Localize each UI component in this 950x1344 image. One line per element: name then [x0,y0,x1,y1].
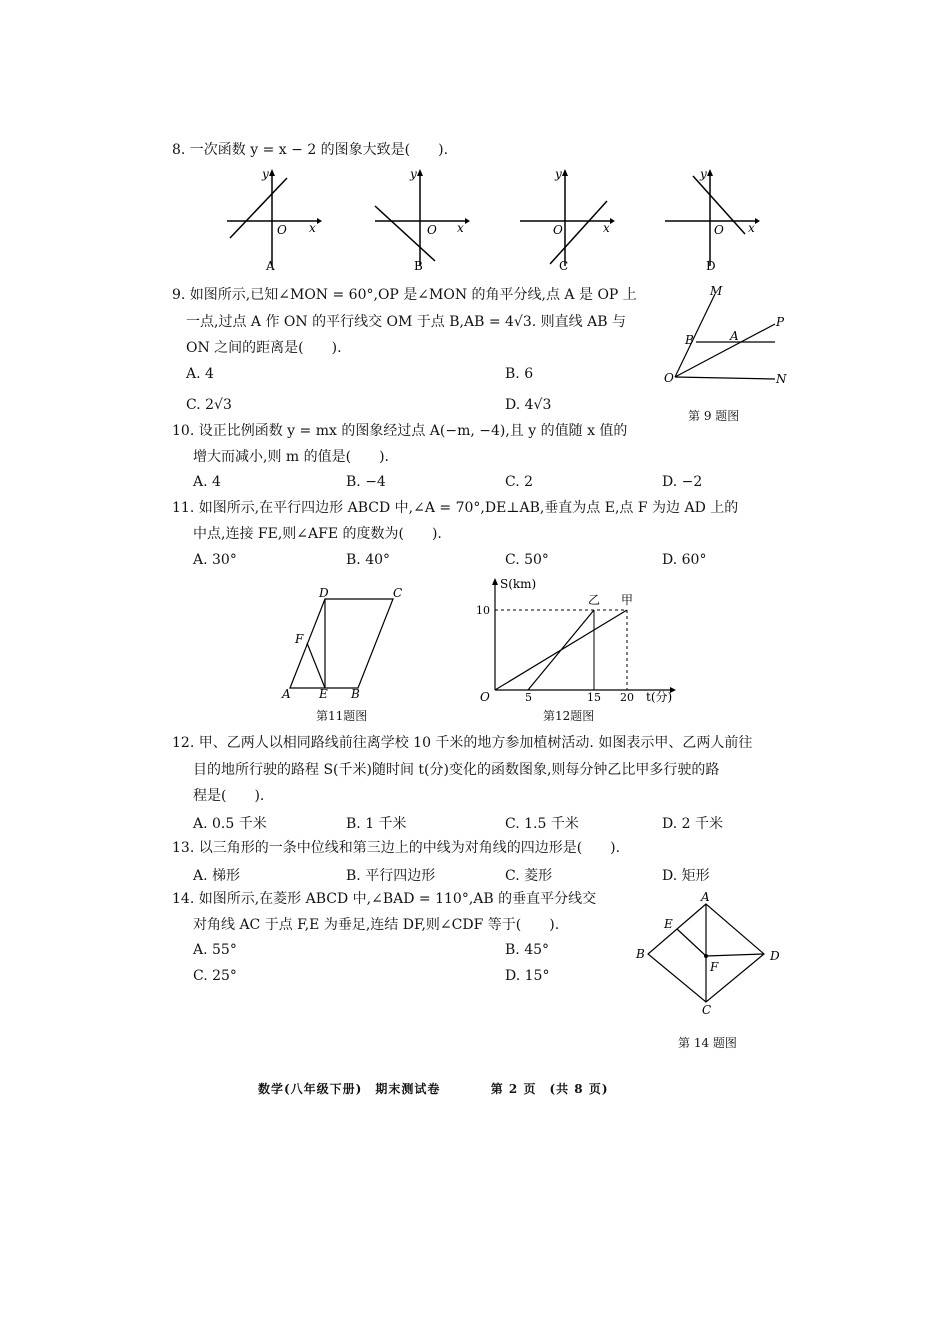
q8-d-origin: O [714,223,724,237]
q11-option-c: C. 50° [505,552,549,568]
q8-label-b: B [414,259,423,273]
q11-point-b: B [351,687,360,701]
q9-point-a: A [730,329,739,343]
q12-line1: 12. 甲、乙两人以相同路线前往离学校 10 千米的地方参加植树活动. 如图表示甲、乙两人前往 [172,735,753,751]
q8-a-axis-x: x [309,221,316,235]
footer-title: 数学(八年级下册) 期末测试卷 [258,1082,441,1096]
q8-graph-b [370,166,470,276]
q13-option-c: C. 菱形 [505,868,553,884]
q12-option-b: B. 1 千米 [346,816,407,832]
q11-caption: 第11题图 [316,709,368,723]
page-footer [258,1080,609,1097]
q8-c-origin: O [553,223,563,237]
q14-point-a: A [701,890,710,904]
q11-option-b: B. 40° [346,552,391,568]
q8-d-axis-y: y [700,167,707,181]
q10-option-b: B. −4 [346,474,386,490]
q12-chart [470,575,685,705]
q9-option-a: A. 4 [186,366,214,382]
q9-point-p: P [776,315,785,329]
q9-point-o: O [664,371,674,385]
q10-option-d: D. −2 [662,474,703,490]
q8-label-c: C [559,259,569,273]
q12-caption: 第12题图 [543,709,595,723]
q12-line3: 程是( ). [193,788,265,804]
q8-b-axis-y: y [410,167,417,181]
q10-line1: 10. 设正比例函数 y = mx 的图象经过点 A(−m, −4),且 y 的值随 x 值的 [172,423,628,439]
q11-point-a: A [282,687,291,701]
q8-graph-d [660,166,760,276]
q14-point-f: F [710,960,719,974]
q12-option-a: A. 0.5 千米 [193,816,267,832]
q11-point-c: C [393,586,403,600]
q14-option-b: B. 45° [505,942,550,958]
chart-origin: O [480,690,490,704]
chart-y-tick-0: 10 [476,604,490,617]
q14-option-d: D. 15° [505,968,550,984]
q14-line2: 对角线 AC 于点 F,E 为垂足,连结 DF,则∠CDF 等于( ). [193,917,560,933]
q9-figure [660,282,790,392]
q8-b-axis-x: x [457,221,464,235]
q12-option-d: D. 2 千米 [662,816,723,832]
chart-ylabel: S(km) [500,577,537,591]
q8-d-axis-x: x [748,221,755,235]
q14-option-a: A. 55° [193,942,237,958]
q9-option-d: D. 4√3 [505,397,552,413]
q8-graph-a [222,166,322,276]
q13-option-d: D. 矩形 [662,868,710,884]
q10-option-c: C. 2 [505,474,534,490]
q12-option-c: C. 1.5 千米 [505,816,579,832]
q11-point-d: D [319,586,329,600]
q8-graph-c [515,166,615,276]
q9-point-b: B [685,333,694,347]
q14-point-c: C [702,1003,712,1017]
q8-b-origin: O [427,223,437,237]
q9-caption: 第 9 题图 [688,409,740,423]
q11-option-a: A. 30° [193,552,237,568]
q8-stem: 8. 一次函数 y = x − 2 的图象大致是( ). [172,142,449,158]
q11-figure [275,580,415,705]
q9-option-b: B. 6 [505,366,534,382]
chart-x-tick-2: 15 [587,691,601,704]
chart-xlabel: t(分) [646,690,673,704]
footer-page-number: 第 2 页 (共 8 页) [490,1082,609,1096]
q9-point-m: M [710,284,723,298]
q11-option-d: D. 60° [662,552,707,568]
q8-label-a: A [266,259,275,273]
chart-series-label-0: 甲 [621,593,634,607]
q8-a-origin: O [277,223,287,237]
q14-figure [632,888,792,1018]
q11-line2: 中点,连接 FE,则∠AFE 的度数为( ). [193,526,442,542]
q8-a-axis-y: y [262,167,269,181]
q13-option-a: A. 梯形 [193,868,241,884]
q8-c-axis-x: x [603,221,610,235]
q11-line1: 11. 如图所示,在平行四边形 ABCD 中,∠A = 70°,DE⊥AB,垂直为点 E,点 F 为边 AD 上的 [172,500,739,516]
q9-option-c: C. 2√3 [186,397,232,413]
chart-series-label-1: 乙 [588,593,601,607]
q14-option-c: C. 25° [193,968,237,984]
q14-line1: 14. 如图所示,在菱形 ABCD 中,∠BAD = 110°,AB 的垂直平分线交 [172,891,597,907]
q8-label-d: D [706,259,716,273]
q9-line2: 一点,过点 A 作 ON 的平行线交 OM 于点 B,AB = 4√3. 则直线 AB 与 [186,314,626,330]
chart-x-tick-3: 20 [620,691,634,704]
q13-line1: 13. 以三角形的一条中位线和第三边上的中线为对角线的四边形是( ). [172,840,621,856]
q10-option-a: A. 4 [193,474,221,490]
q9-point-n: N [776,372,787,386]
chart-series-line-1 [528,610,594,690]
q8-c-axis-y: y [555,167,562,181]
q11-point-f: F [295,632,304,646]
q9-line1: 9. 如图所示,已知∠MON = 60°,OP 是∠MON 的角平分线,点 A 是 OP 上 [172,287,637,303]
q11-point-e: E [319,687,328,701]
chart-x-tick-1: 5 [525,691,532,704]
q14-point-b: B [636,947,645,961]
q9-line3: ON 之间的距离是( ). [186,340,342,356]
q14-caption: 第 14 题图 [678,1036,737,1050]
q14-point-e: E [664,917,673,931]
q13-option-b: B. 平行四边形 [346,868,436,884]
q14-point-d: D [770,949,780,963]
q12-line2: 目的地所行驶的路程 S(千米)随时间 t(分)变化的函数图象,则每分钟乙比甲多行驶的路 [193,762,720,778]
q10-line2: 增大而减小,则 m 的值是( ). [193,449,389,465]
